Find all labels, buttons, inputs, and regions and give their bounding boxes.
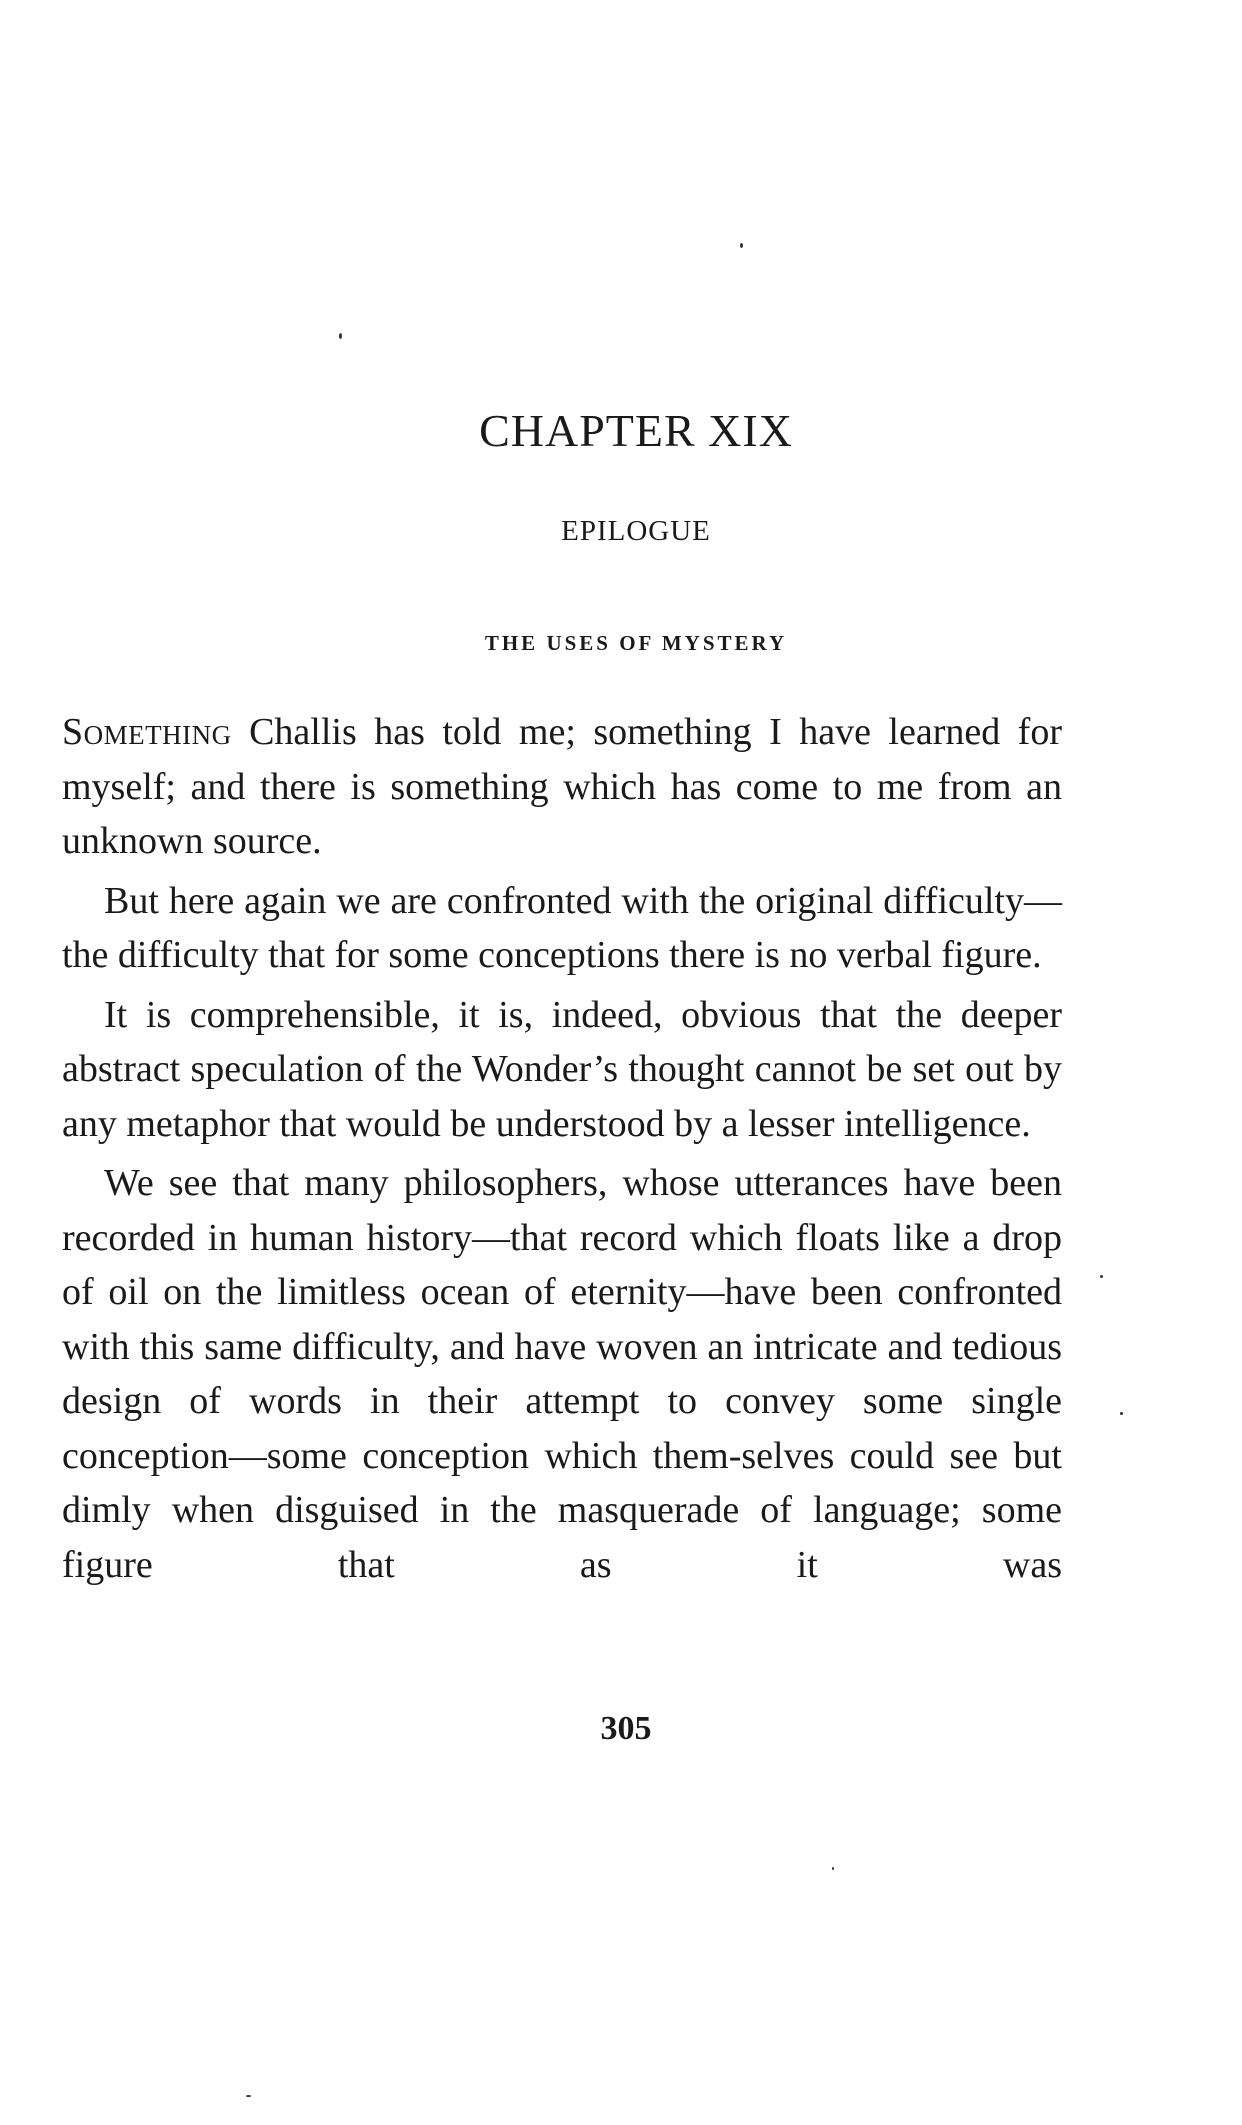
paragraph-1 bbox=[62, 705, 1062, 869]
paragraph-4 bbox=[62, 1156, 1062, 1592]
paragraph-lead-word: Something bbox=[62, 711, 232, 753]
scan-speck bbox=[339, 333, 342, 339]
paragraph-text: It is comprehensible, it is, indeed, obvious that the deeper abstract speculation of the Wonder’s thought cannot be set out by any metaphor that would be understood by a lesser intelligence. bbox=[62, 993, 1062, 1145]
scan-speck bbox=[832, 1867, 834, 1870]
paragraph-2 bbox=[62, 874, 1062, 983]
body-text bbox=[62, 705, 1062, 1597]
chapter-title: CHAPTER XIX bbox=[479, 405, 793, 456]
page-number: 305 bbox=[600, 1710, 652, 1747]
scan-speck bbox=[246, 2095, 251, 2097]
paragraph-text: Challis has told me; something I have learned for myself; and there is something which has come to me from an unknown source. bbox=[62, 711, 1062, 862]
paragraph-text: But here again we are confronted with the original difficulty—the difficulty that for some conceptions there is no verbal figure. bbox=[62, 879, 1062, 976]
scan-speck bbox=[1120, 1412, 1123, 1415]
scan-speck bbox=[1100, 1275, 1103, 1278]
paragraph-text: We see that many philosophers, whose utterances have been recorded in human history—that record which floats like a drop of oil on the limitless ocean of eternity—have been confronted with this same difficulty, and have woven an intricate and tedious design of words in their attempt to convey some single conception—some conception which them-selves could see but dimly when disguised in the masquerade of language; some figure that as it was bbox=[62, 1162, 1062, 1586]
chapter-subtitle: EPILOGUE bbox=[561, 515, 711, 547]
scan-speck bbox=[740, 243, 743, 248]
paragraph-3 bbox=[62, 988, 1062, 1152]
section-title: THE USES OF MYSTERY bbox=[484, 631, 788, 655]
